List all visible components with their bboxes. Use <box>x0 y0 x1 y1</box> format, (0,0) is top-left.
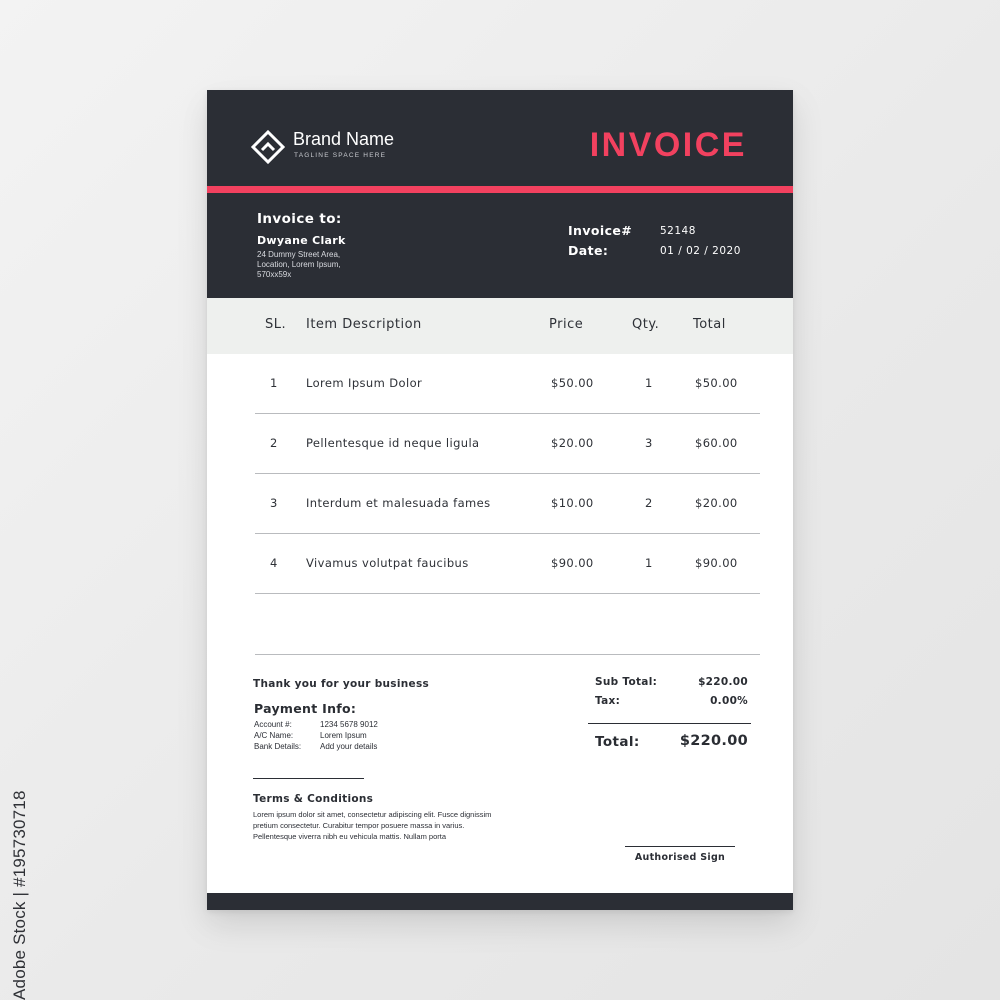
payment-value: Add your details <box>320 742 378 751</box>
column-header-qty: Qty. <box>632 317 660 332</box>
brand-tagline: TAGLINE SPACE HERE <box>294 152 387 159</box>
invoice-number-value: 52148 <box>660 225 696 237</box>
row-sl: 2 <box>270 436 278 450</box>
row-description: Lorem Ipsum Dolor <box>306 376 423 390</box>
row-price: $90.00 <box>551 556 594 570</box>
payment-info-title: Payment Info: <box>254 701 357 716</box>
table-row <box>255 474 760 534</box>
grand-total-label: Total: <box>595 734 640 750</box>
tax-label: Tax: <box>595 695 621 707</box>
grand-total-row <box>595 733 755 755</box>
payment-row <box>254 742 474 753</box>
column-header-total: Total <box>693 317 726 332</box>
invoice-date-label: Date: <box>568 243 609 258</box>
payment-row <box>254 720 474 731</box>
row-total: $90.00 <box>695 556 738 570</box>
row-sl: 3 <box>270 496 278 510</box>
table-row <box>255 414 760 474</box>
invoice-header <box>207 90 793 298</box>
totals-divider <box>588 723 751 724</box>
tax-row <box>595 695 755 714</box>
bill-to-label: Invoice to: <box>257 211 342 227</box>
client-name: Dwyane Clark <box>257 234 346 247</box>
invoice-date-row <box>568 243 768 263</box>
diamond-logo-icon <box>251 130 285 164</box>
payment-key: Account #: <box>254 720 292 729</box>
row-sl: 4 <box>270 556 278 570</box>
grand-total-value: $220.00 <box>679 733 748 749</box>
row-qty: 2 <box>645 496 653 510</box>
row-description: Interdum et malesuada fames <box>306 496 491 510</box>
totals <box>595 676 755 714</box>
thanks-message: Thank you for your business <box>253 678 430 690</box>
row-description: Pellentesque id neque ligula <box>306 436 480 450</box>
page-title: INVOICE <box>589 126 747 164</box>
row-price: $10.00 <box>551 496 594 510</box>
row-price: $20.00 <box>551 436 594 450</box>
row-total: $60.00 <box>695 436 738 450</box>
terms-body: Lorem ipsum dolor sit amet, consectetur adipiscing elit. Fusce dignissim pretium consectetur. Curabitur tempor posuere massa in varius. Pellentesque viverra nibh eu vehicula mattis. Nullam porta <box>253 810 492 841</box>
table-header <box>207 298 793 354</box>
address-line: 24 Dummy Street Area, <box>257 250 341 259</box>
address-line: Location, Lorem Ipsum, <box>257 260 341 269</box>
table-row <box>255 354 760 414</box>
row-qty: 1 <box>645 556 653 570</box>
column-header-price: Price <box>549 317 584 332</box>
invoice-number-row <box>568 223 768 243</box>
signature-label: Authorised Sign <box>634 852 726 863</box>
invoice-sheet <box>207 90 793 910</box>
subtotal-row <box>595 676 755 695</box>
terms-title: Terms & Conditions <box>253 793 374 805</box>
invoice-number-label: Invoice# <box>568 223 633 238</box>
row-price: $50.00 <box>551 376 594 390</box>
column-header-description: Item Description <box>306 317 422 332</box>
row-qty: 1 <box>645 376 653 390</box>
payment-key: A/C Name: <box>254 731 294 740</box>
payment-key: Bank Details: <box>254 742 302 751</box>
payment-value: Lorem Ipsum <box>320 731 367 740</box>
table-row <box>255 534 760 594</box>
table-end-divider <box>255 654 760 655</box>
payment-value: 1234 5678 9012 <box>320 720 378 729</box>
table-body <box>207 354 793 594</box>
subtotal-label: Sub Total: <box>595 676 658 688</box>
row-description: Vivamus volutpat faucibus <box>306 556 469 570</box>
bill-to <box>257 211 457 280</box>
invoice-date-value: 01 / 02 / 2020 <box>660 245 741 257</box>
brand-name: Brand Name <box>293 129 395 149</box>
footer-band <box>207 893 793 910</box>
tax-value: 0.00% <box>710 695 748 707</box>
payment-row <box>254 731 474 742</box>
divider <box>253 778 364 779</box>
accent-divider <box>207 186 793 193</box>
signature-line <box>625 846 735 847</box>
address-line: 570xx59x <box>257 270 292 279</box>
row-sl: 1 <box>270 376 278 390</box>
row-qty: 3 <box>645 436 653 450</box>
row-total: $20.00 <box>695 496 738 510</box>
stock-id-text: Adobe Stock | #195730718 <box>10 790 29 1000</box>
client-address <box>257 250 457 280</box>
payment-info <box>254 720 474 753</box>
column-header-sl: SL. <box>265 317 287 332</box>
invoice-meta <box>568 223 768 263</box>
subtotal-value: $220.00 <box>698 676 748 688</box>
row-total: $50.00 <box>695 376 738 390</box>
